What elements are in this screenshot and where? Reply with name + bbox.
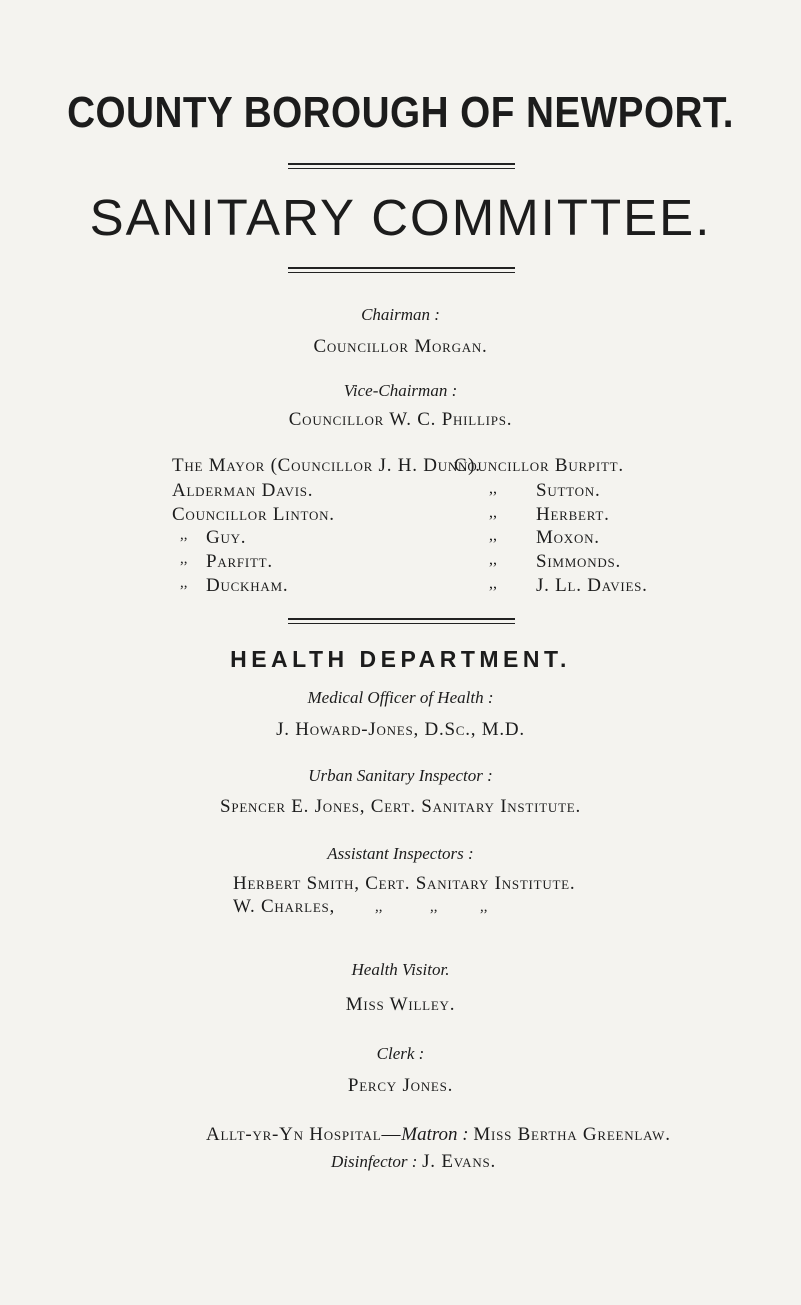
- member-right-2-ditto: ,,: [489, 480, 497, 497]
- assistant-inspector-2: W. Charles,: [233, 896, 336, 917]
- hospital-line: [206, 1124, 671, 1146]
- disinfector-label: Disinfector :: [331, 1152, 418, 1171]
- matron-label: Matron :: [401, 1124, 469, 1145]
- vice-chairman-name: Councillor W. C. Phillips.: [288, 409, 513, 430]
- member-right-6: J. Ll. Davies.: [536, 575, 648, 596]
- member-right-5: Simmonds.: [536, 551, 621, 572]
- member-left-1: The Mayor (Councillor J. H. Dunn).: [172, 455, 481, 476]
- clerk-name: Percy Jones.: [347, 1075, 454, 1096]
- health-visitor-name: Miss Willey.: [345, 994, 456, 1015]
- member-right-3: Herbert.: [536, 504, 610, 525]
- member-left-6-ditto: ,,: [180, 575, 188, 591]
- page-title: COUNTY BOROUGH OF NEWPORT.: [67, 88, 734, 137]
- disinfector-name: J. Evans.: [422, 1151, 496, 1172]
- committee-divider: [288, 267, 515, 273]
- clerk-label: Clerk :: [376, 1044, 425, 1063]
- member-right-4-ditto: ,,: [489, 527, 497, 544]
- vice-chairman-label: Vice-Chairman :: [343, 381, 458, 400]
- assistant-inspector-1: Herbert Smith, Cert. Sanitary Institute.: [233, 873, 576, 894]
- hospital-name: Allt-yr-Yn Hospital—: [206, 1124, 402, 1145]
- members-divider: [288, 618, 515, 624]
- title-divider: [288, 163, 515, 169]
- committee-title: SANITARY COMMITTEE.: [89, 189, 712, 246]
- member-right-2: Sutton.: [536, 480, 601, 501]
- member-right-5-ditto: ,,: [489, 551, 497, 568]
- medical-officer-name: J. Howard-Jones, D.Sc., M.D.: [276, 719, 525, 740]
- health-visitor-label: Health Visitor.: [351, 960, 450, 979]
- member-left-2: Alderman Davis.: [172, 480, 314, 501]
- health-department-title: HEALTH DEPARTMENT.: [230, 646, 571, 672]
- urban-inspector-label: Urban Sanitary Inspector :: [308, 766, 493, 785]
- member-right-6-ditto: ,,: [489, 575, 497, 592]
- member-left-4: Guy.: [206, 527, 247, 548]
- ditto-mark: ,,: [480, 899, 488, 915]
- assistant-inspectors-label: Assistant Inspectors :: [327, 844, 474, 863]
- chairman-label: Chairman :: [361, 305, 440, 324]
- chairman-name: Councillor Morgan.: [313, 336, 488, 357]
- ditto-mark: ,,: [430, 899, 438, 915]
- member-right-4: Moxon.: [536, 527, 600, 548]
- member-left-3: Councillor Linton.: [172, 504, 335, 525]
- disinfector-line: [331, 1151, 496, 1173]
- member-right-1: Councillor Burpitt.: [454, 455, 624, 476]
- medical-officer-label: Medical Officer of Health :: [307, 688, 494, 707]
- member-left-4-ditto: ,,: [180, 527, 188, 543]
- matron-name: Miss Bertha Greenlaw.: [473, 1124, 671, 1145]
- ditto-mark: ,,: [375, 899, 383, 915]
- urban-inspector-name: Spencer E. Jones, Cert. Sanitary Institute.: [220, 796, 581, 817]
- member-right-3-ditto: ,,: [489, 504, 497, 521]
- member-left-5-ditto: ,,: [180, 551, 188, 567]
- member-left-5: Parfitt.: [206, 551, 273, 572]
- member-left-6: Duckham.: [206, 575, 289, 596]
